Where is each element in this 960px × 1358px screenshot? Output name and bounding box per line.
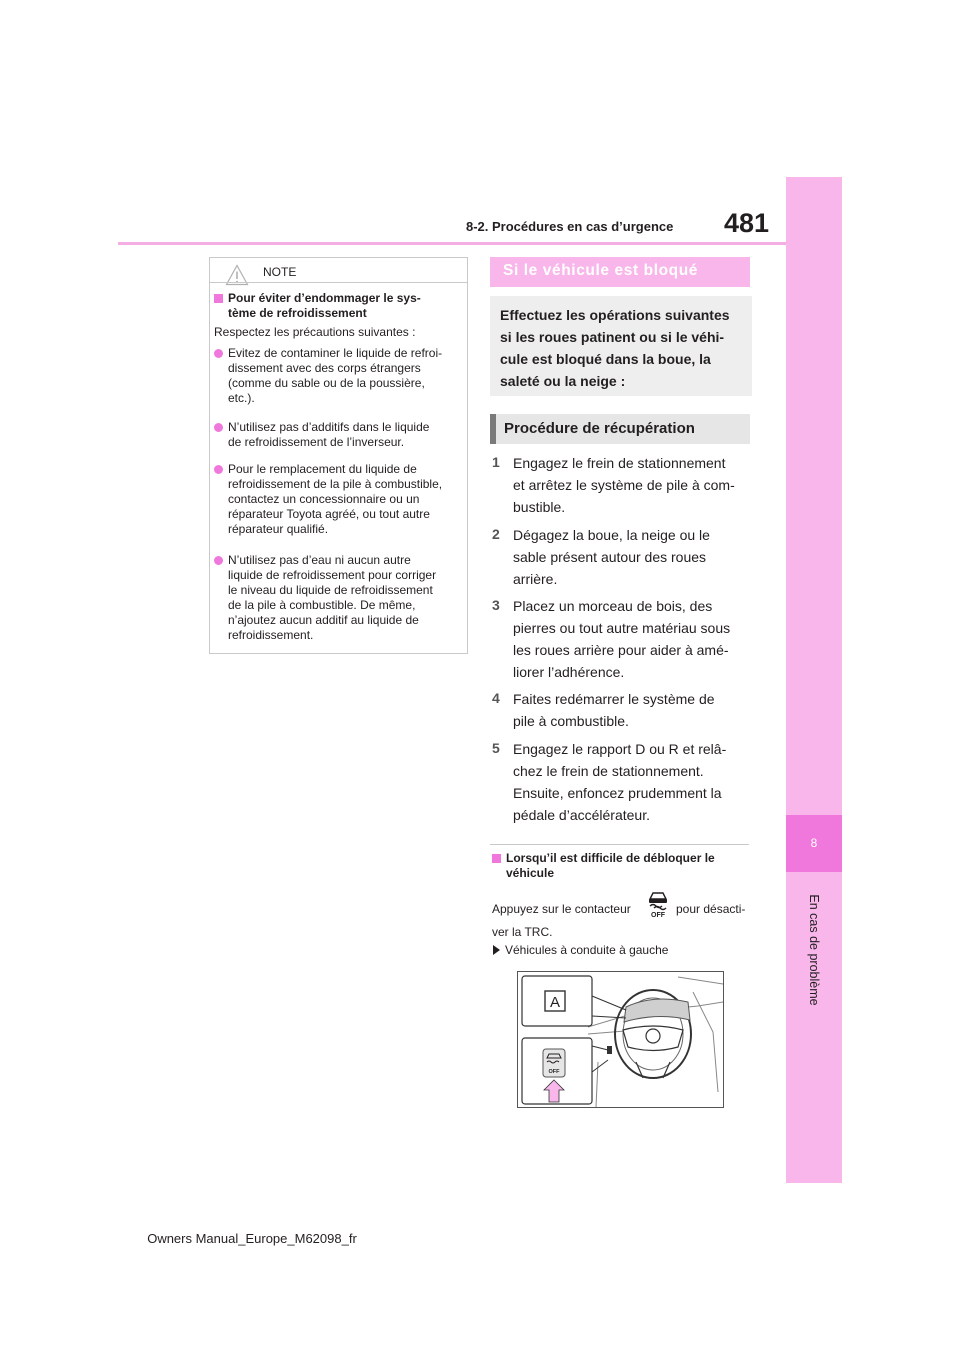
step-text bbox=[513, 738, 749, 826]
step-line: pierres ou tout autre matériau sous bbox=[513, 620, 731, 636]
notice-bullet-4-line-6: refroidissement. bbox=[228, 628, 314, 642]
section-banner-title: Si le véhicule est bloqué bbox=[503, 262, 699, 279]
step-line: bustible. bbox=[513, 499, 566, 515]
subsection-divider bbox=[490, 844, 749, 845]
notice-bullet-1-line-4: etc.). bbox=[228, 391, 255, 405]
notice-bullet-4-line-2: liquide de refroidissement pour corriger bbox=[228, 568, 437, 582]
step-line: liorer l’adhérence. bbox=[513, 664, 625, 680]
notice-bullet-1-line-3: (comme du sable ou de la poussière, bbox=[228, 376, 425, 390]
step-text bbox=[513, 524, 749, 590]
callout-letter: A bbox=[549, 994, 561, 1011]
notice-subheading-line-2: tème de refroidissement bbox=[228, 306, 367, 320]
step-line: sable présent autour des roues bbox=[513, 549, 707, 565]
subsection-title-line: Lorsqu’il est difficile de débloquer le bbox=[506, 851, 715, 865]
notice-lead: Respectez les précautions suivantes : bbox=[214, 325, 416, 339]
step-line: pédale d’accélérateur. bbox=[513, 807, 650, 823]
side-tab-chapter-title-text: En cas de problème bbox=[807, 894, 821, 1006]
notice-heading: NOTE bbox=[263, 265, 297, 279]
step-line: Placez un morceau de bois, des bbox=[513, 598, 713, 614]
subsection-text-after-icon: pour désacti- bbox=[676, 902, 746, 916]
step-line: arrière. bbox=[513, 571, 558, 587]
intro-line: cule est bloqué dans la boue, la bbox=[500, 351, 711, 367]
trc-off-icon bbox=[645, 890, 671, 918]
notice-bullet-3-line-4: réparateur Toyota agréé, ou tout autre bbox=[228, 507, 430, 521]
intro-line: Effectuez les opérations suivantes bbox=[500, 307, 730, 323]
notice-bullet-3-line-3: contactez un concessionnaire ou un bbox=[228, 492, 420, 506]
section-title: 8-2. Procédures en cas d’urgence bbox=[466, 219, 674, 234]
step-line: les roues arrière pour aider à amé- bbox=[513, 642, 729, 658]
step-text bbox=[513, 688, 749, 732]
subsection-square-icon bbox=[492, 854, 501, 863]
step-line: Ensuite, enfoncez prudemment la bbox=[513, 785, 722, 801]
intro-line: si les roues patinent ou si le véhi- bbox=[500, 329, 725, 345]
bullet-dot-icon bbox=[214, 349, 223, 358]
variant-arrow-icon bbox=[493, 945, 500, 955]
footer-text: Owners Manual_Europe_M62098_fr bbox=[147, 1231, 357, 1246]
notice-bullet-2-line-2: de refroidissement de l’inverseur. bbox=[228, 435, 405, 449]
step-number: 5 bbox=[492, 740, 500, 756]
figure-off-label: OFF bbox=[548, 1069, 560, 1075]
notice-bullet-3-line-1: Pour le remplacement du liquide de bbox=[228, 462, 417, 476]
step-number: 4 bbox=[492, 690, 500, 706]
step-line: Dégagez la boue, la neige ou le bbox=[513, 527, 710, 543]
notice-bullet-3-line-2: refroidissement de la pile à combustible, bbox=[228, 477, 443, 491]
notice-bullet-4-line-4: de la pile à combustible. De même, bbox=[228, 598, 416, 612]
notice-bullet-4-line-1: N’utilisez pas d’eau ni aucun autre bbox=[228, 553, 411, 567]
intro-text bbox=[500, 304, 746, 392]
notice-subheading-line-1: Pour éviter d’endommager le sys- bbox=[228, 291, 421, 305]
header-rule bbox=[118, 242, 786, 245]
side-tab-chapter-number: 8 bbox=[810, 836, 818, 850]
trc-off-icon-label: OFF bbox=[651, 912, 665, 918]
step-line: Engagez le rapport D ou R et relâ- bbox=[513, 741, 727, 757]
bullet-dot-icon bbox=[214, 423, 223, 432]
subheading-square-icon bbox=[214, 294, 223, 303]
step-number: 3 bbox=[492, 597, 500, 613]
notice-bullet-1-line-1: Evitez de contaminer le liquide de refroi- bbox=[228, 346, 443, 360]
dashboard-drawing bbox=[518, 972, 723, 1107]
subsection-text-line-2: ver la TRC. bbox=[492, 925, 553, 939]
notice-bullet-4-line-3: le niveau du liquide de refroidissement bbox=[228, 583, 433, 597]
notice-bullet-2-line-1: N’utilisez pas d’additifs dans le liquide bbox=[228, 420, 430, 434]
procedure-heading-bar bbox=[490, 414, 496, 444]
dashboard-illustration bbox=[517, 971, 724, 1108]
side-tab-strip bbox=[786, 177, 842, 1183]
step-text bbox=[513, 595, 749, 683]
bullet-dot-icon bbox=[214, 556, 223, 565]
page-number: 481 bbox=[724, 208, 770, 238]
step-line: et arrêtez le système de pile à com- bbox=[513, 477, 735, 493]
side-tab-chapter-title bbox=[786, 880, 842, 1020]
step-number: 2 bbox=[492, 526, 500, 542]
step-line: Faites redémarrer le système de bbox=[513, 691, 715, 707]
bullet-dot-icon bbox=[214, 465, 223, 474]
notice-divider bbox=[209, 282, 468, 283]
step-line: pile à combustible. bbox=[513, 713, 629, 729]
intro-line: saleté ou la neige : bbox=[500, 373, 626, 389]
step-number: 1 bbox=[492, 454, 500, 470]
subsection-title bbox=[506, 851, 746, 881]
step-line: chez le frein de stationnement. bbox=[513, 763, 704, 779]
variant-label: Véhicules à conduite à gauche bbox=[505, 943, 669, 957]
subsection-text-before-icon: Appuyez sur le contacteur bbox=[492, 902, 631, 916]
notice-bullet-1-line-2: dissement avec des corps étrangers bbox=[228, 361, 421, 375]
subsection-title-line: véhicule bbox=[506, 866, 555, 880]
notice-bullet-3-line-5: réparateur qualifié. bbox=[228, 522, 329, 536]
step-text bbox=[513, 452, 749, 518]
procedure-heading: Procédure de récupération bbox=[504, 420, 695, 437]
notice-bullet-4-line-5: n’ajoutez aucun additif au liquide de bbox=[228, 613, 419, 627]
step-line: Engagez le frein de stationnement bbox=[513, 455, 726, 471]
